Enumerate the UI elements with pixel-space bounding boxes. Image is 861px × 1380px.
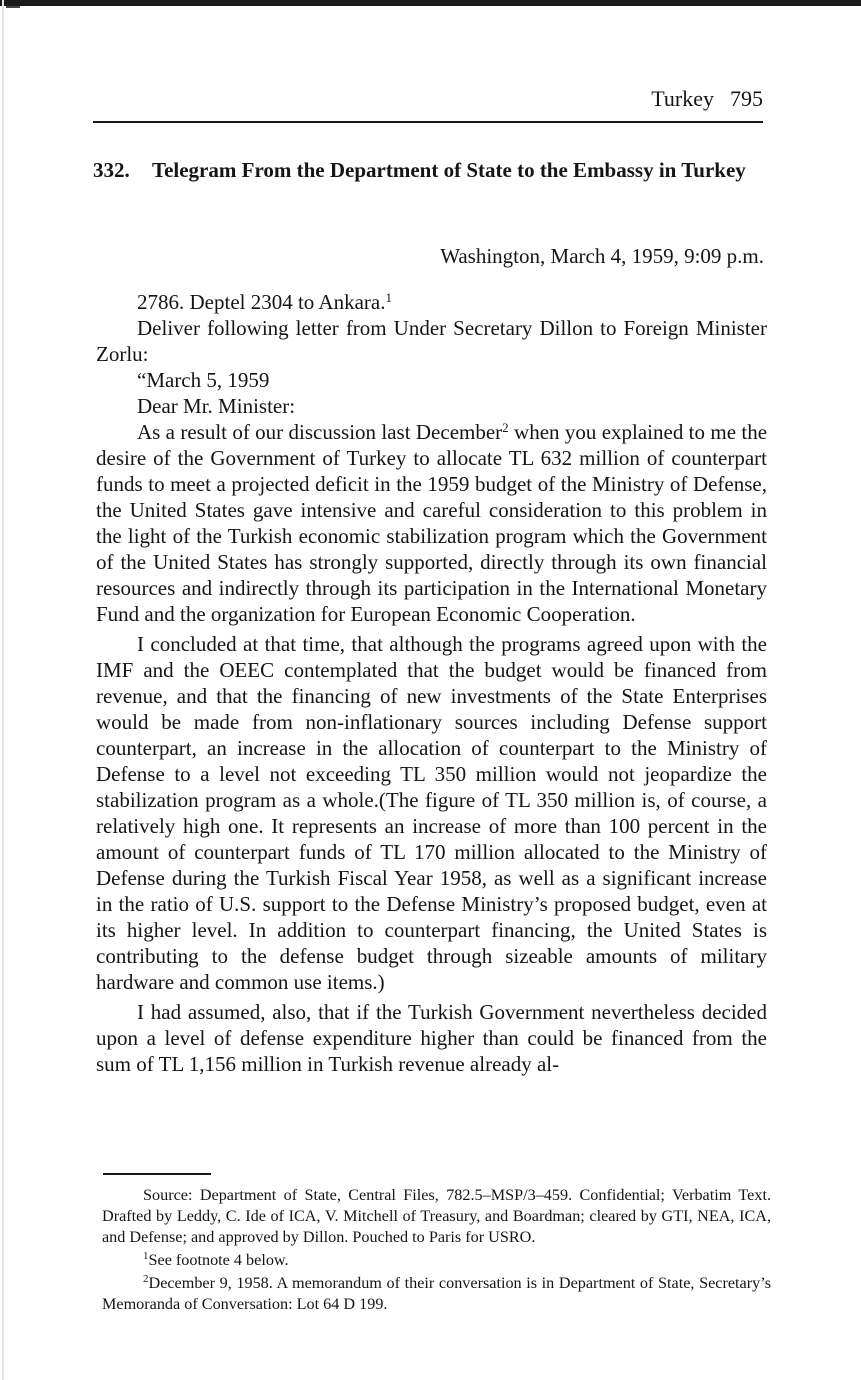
footnote-2: [102, 1273, 771, 1315]
body-paragraph-6: I concluded at that time, that although the programs agreed upon with the IMF and the OEEC contemplated that the budget would be financed from revenue, and that the financing of new investments of the State Enterprises would be made from non-inflationary sources including Defense support counterpart, an increase in the allocation of counterpart to the Ministry of Defense to a level not exceeding TL 350 million would not jeopardize the stabilization program as a whole.(The figure of TL 350 million is, of course, a relatively high one. It represents an increase of more than 100 percent in the amount of counterpart funds of TL 170 million allocated to the Ministry of Defense during the Turkish Fiscal Year 1958, as well as a significant increase in the ratio of U.S. support to the Defense Ministry’s proposed budget, even at its higher level. In addition to counterpart financing, the United States is contributing to the defense budget through sizeable amounts of military hardware and common use items.): [96, 632, 767, 994]
body-paragraph-5-start: As a result of our discussion last December: [137, 420, 503, 444]
footnote-ref-1: 1: [385, 290, 392, 305]
footnote-1-mark: 1: [143, 1250, 149, 1262]
page-number: 795: [730, 86, 763, 111]
footnote-2-mark: 2: [143, 1273, 149, 1285]
body-paragraph-1-text: 2786. Deptel 2304 to Ankara.: [137, 290, 386, 314]
body-paragraph-2: Deliver following letter from Under Secretary Dillon to Foreign Minister Zorlu:: [96, 316, 767, 366]
source-note: Source: Department of State, Central Files, 782.5–MSP/3–459. Confidential; Verbatim Text. Drafted by Leddy, C. Ide of ICA, V. Mitchell of Treasury, and Boardman; cleared by GTI, NEA, ICA, and Defense; and approved by Dillon. Pouched to Paris for USRO.: [102, 1186, 771, 1246]
document-number: 332.: [93, 158, 130, 182]
document-title: Telegram From the Department of State to the Embassy in Turkey: [152, 158, 746, 182]
body-paragraph-7: I had assumed, also, that if the Turkish Government nevertheless decided upon a level of defense expenditure higher than could be financed from the sum of TL 1,156 million in Turkish revenue already al-: [96, 1000, 767, 1076]
footnote-1: [102, 1250, 771, 1271]
body-paragraph-1: [96, 289, 767, 315]
scan-top-notch: [6, 6, 20, 8]
scan-top-edge: [0, 0, 861, 6]
document-heading: [93, 156, 753, 185]
running-head-title: Turkey: [651, 86, 714, 111]
telegram-body: [96, 289, 767, 1077]
scan-left-edge: [2, 0, 4, 1380]
body-paragraph-5-rest: when you explained to me the desire of the Government of Turkey to allocate TL 632 million of counterpart funds to meet a projected deficit in the 1959 budget of the Ministry of Defense, the United States gave intensive and careful consideration to this problem in the light of the Turkish economic stabilization program which the Government of the United States has strongly supported, directly through its own financial resources and indirectly through its participation in the International Monetary Fund and the organization for European Economic Cooperation.: [96, 420, 768, 626]
body-paragraph-5: [96, 419, 767, 627]
footnote-2-text: December 9, 1958. A memorandum of their conversation is in Department of State, Secretary’s Memoranda of Conversation: Lot 64 D 199.: [102, 1274, 771, 1313]
footnote-ref-2: 2: [502, 420, 509, 435]
letter-salutation: Dear Mr. Minister:: [137, 394, 296, 418]
letter-date: “March 5, 1959: [137, 368, 270, 392]
header-rule: [93, 121, 763, 123]
footnote-rule: [103, 1173, 211, 1175]
running-head: [651, 86, 763, 112]
footnote-1-text: See footnote 4 below.: [148, 1251, 289, 1269]
footnotes: [102, 1185, 771, 1315]
dateline: Washington, March 4, 1959, 9:09 p.m.: [440, 244, 764, 268]
